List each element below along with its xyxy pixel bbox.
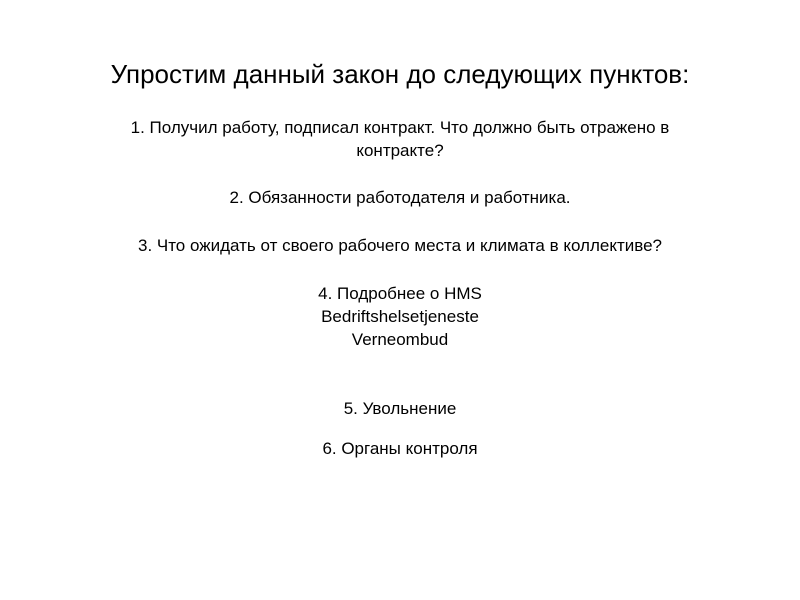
point-line: 6. Органы контроля [322,439,478,458]
point-line: контракте? [356,141,444,160]
point-line: Verneombud [351,330,449,349]
point-hms [60,282,740,351]
point-contract [60,116,740,162]
point-dismissal [60,397,740,420]
point-line: Bedriftshelsetjeneste [321,307,479,326]
point-line: 3. Что ожидать от своего рабочего места и климата в коллективе? [137,236,663,255]
point-control-bodies [60,437,740,460]
point-line: 2. Обязанности работодателя и работника. [229,188,571,207]
point-duties [60,186,740,209]
point-workplace [60,234,740,257]
point-line: 5. Увольнение [343,399,457,418]
point-line: 1. Получил работу, подписал контракт. Что должно быть отражено в [130,118,670,137]
point-line: 4. Подробнее о HMS [318,284,482,303]
slide-title: Упростим данный закон до следующих пунктов: [110,59,690,89]
